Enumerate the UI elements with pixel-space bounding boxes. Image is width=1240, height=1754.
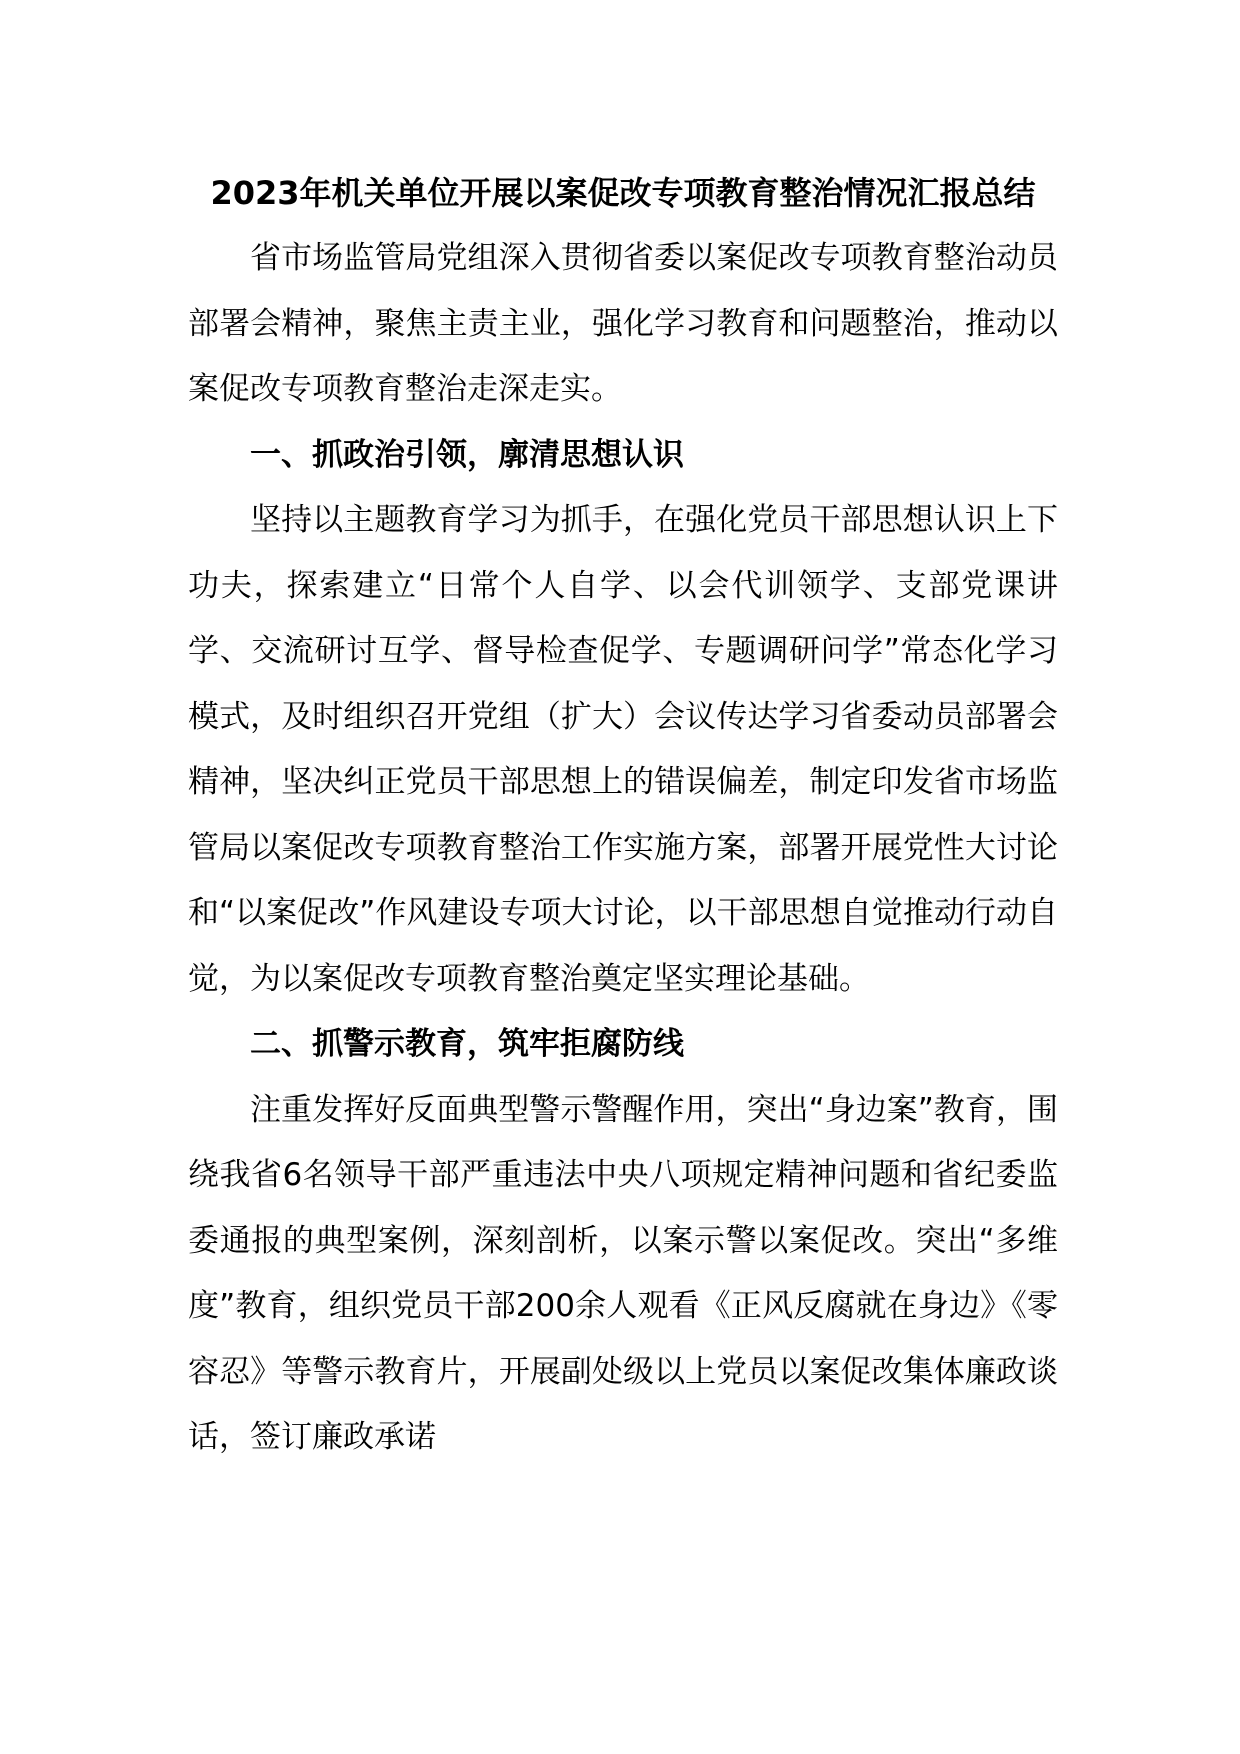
section-1-heading: 一、抓政治引领，廓清思想认识 <box>250 436 684 473</box>
document-page <box>188 160 1058 1471</box>
document-title: 2023年机关单位开展以案促改专项教育整治情况汇报总结 <box>210 174 1036 212</box>
intro-paragraph: 省市场监管局党组深入贯彻省委以案促改专项教育整治动员部署会精神，聚焦主责主业，强化学习教育和问题整治，推动以案促改专项教育整治走深走实。 <box>188 240 1058 407</box>
section-2-body: 注重发挥好反面典型警示警醒作用，突出“身边案”教育，围绕我省6名领导干部严重违法中央八项规定精神问题和省纪委监委通报的典型案例，深刻剖析，以案示警以案促改。突出“多维度”教育，组织党员干部200余人观看《正风反腐就在身边》《零容忍》等警示教育片，开展副处级以上党员以案促改集体廉政谈话，签订廉政承诺 <box>188 1091 1058 1455</box>
section-2-heading: 二、抓警示教育，筑牢拒腐防线 <box>250 1026 684 1062</box>
section-1-body: 坚持以主题教育学习为抓手，在强化党员干部思想认识上下功夫，探索建立“日常个人自学、以会代训领学、支部党课讲学、交流研讨互学、督导检查促学、专题调研问学”常态化学习模式，及时组织召开党组（扩大）会议传达学习省委动员部署会精神，坚决纠正党员干部思想上的错误偏差，制定印发省市场监管局以案促改专项教育整治工作实施方案，部署开展党性大讨论和“以案促改”作风建设专项大讨论，以干部思想自觉推动行动自觉，为以案促改专项教育整治奠定坚实理论基础。 <box>188 502 1058 997</box>
